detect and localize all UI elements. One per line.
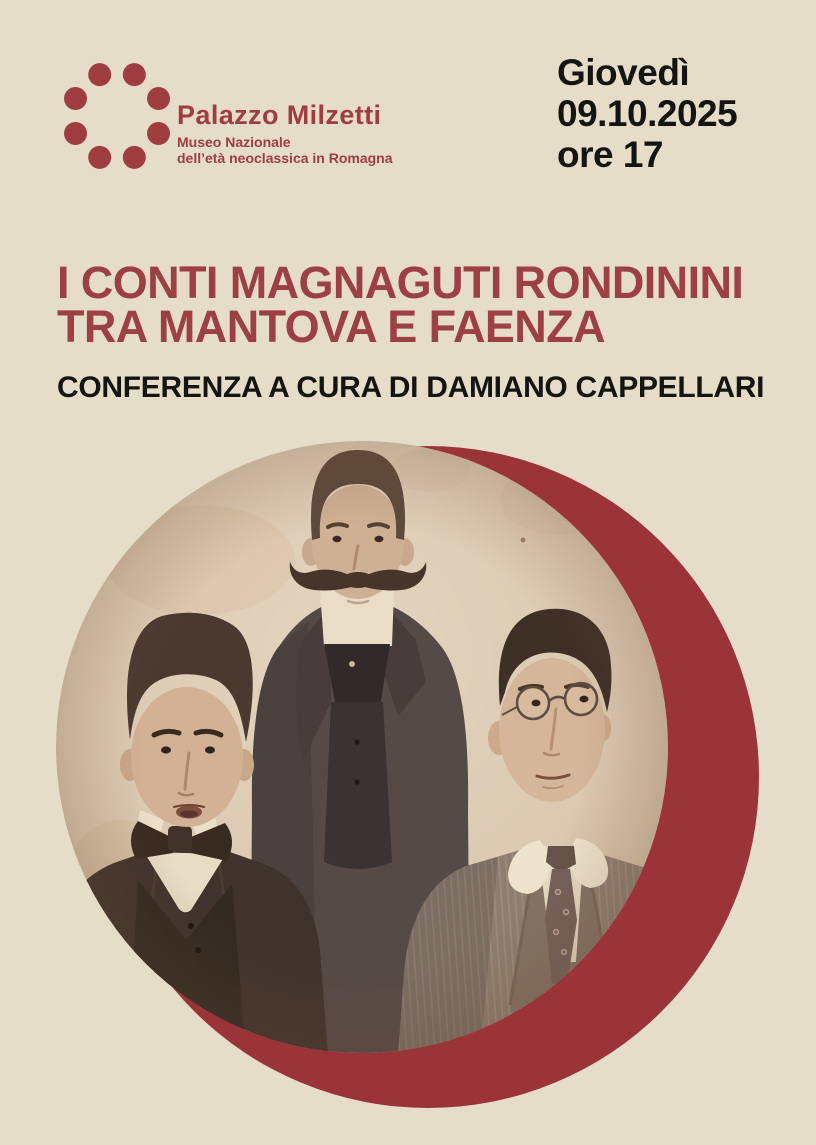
title-line-2: TRA MANTOVA E FAENZA [57, 301, 605, 352]
logo-name: Palazzo Milzetti [177, 100, 382, 130]
title-line-1: I CONTI MAGNAGUTI RONDININI [57, 257, 744, 308]
event-subtitle: CONFERENZA A CURA DI DAMIANO CAPPELLARI [57, 371, 765, 404]
date-date: 09.10.2025 [557, 93, 738, 134]
logo-subtitle-line2: dell’età neoclassica in Romagna [177, 149, 393, 166]
logo-subtitle-line1: Museo Nazionale [177, 134, 291, 150]
date-day: Giovedì [557, 52, 690, 93]
date-time: ore 17 [557, 134, 664, 175]
